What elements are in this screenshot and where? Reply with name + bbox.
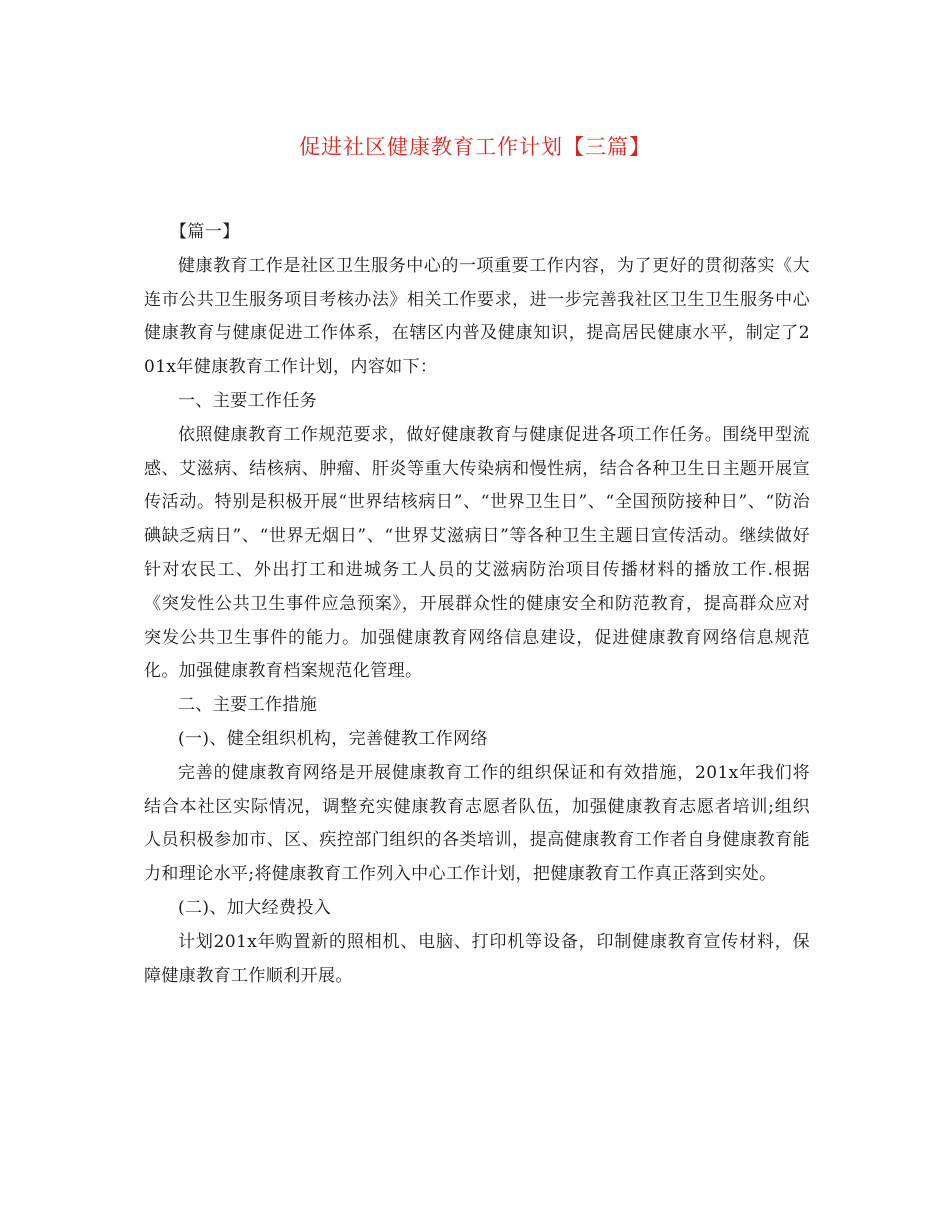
intro-paragraph: 健康教育工作是社区卫生服务中心的一项重要工作内容，为了更好的贯彻落实《大连市公共卫生服务项目考核办法》相关工作要求，进一步完善我社区卫生卫生服务中心健康教育与健康促进工作体系，在辖区内普及健康知识，提高居民健康水平，制定了201x年健康教育工作计划，内容如下：: [144, 255, 810, 378]
heading-main-tasks: 一、主要工作任务: [178, 390, 318, 411]
subheading-organization: (一)、健全组织机构，完善健教工作网络: [178, 728, 488, 749]
organization-paragraph: 完善的健康教育网络是开展健康教育工作的组织保证和有效措施，201x年我们将结合本社区实际情况，调整充实健康教育志愿者队伍，加强健康教育志愿者培训;组织人员积极参加市、区、疾控部门组织的各类培训，提高健康教育工作者自身健康教育能力和理论水平;将健康教育工作列入中心工作计划，把健康教育工作真正落到实处。: [144, 762, 810, 885]
document-title: 促进社区健康教育工作计划【三篇】: [299, 135, 651, 159]
section-heading-part-one: 【篇一】: [170, 222, 240, 242]
document-body: [144, 216, 810, 993]
heading-main-measures: 二、主要工作措施: [178, 695, 318, 716]
funding-paragraph: 计划201x年购置新的照相机、电脑、打印机等设备，印制健康教育宣传材料，保障健康教育工作顺利开展。: [144, 931, 810, 986]
subheading-funding: (二)、加大经费投入: [178, 897, 332, 918]
tasks-paragraph: 依照健康教育工作规范要求，做好健康教育与健康促进各项工作任务。围绕甲型流感、艾滋病、结核病、肿瘤、肝炎等重大传染病和慢性病，结合各种卫生日主题开展宣传活动。特别是积极开展“世界结核病日”、“世界卫生日”、“全国预防接种日”、“防治碘缺乏病日”、“世界无烟日”、“世界艾滋病日”等各种卫生主题日宣传活动。继续做好针对农民工、外出打工和进城务工人员的艾滋病防治项目传播材料的播放工作.根据《突发性公共卫生事件应急预案》，开展群众性的健康安全和防范教育，提高群众应对突发公共卫生事件的能力。加强健康教育网络信息建设，促进健康教育网络信息规范化。加强健康教育档案规范化管理。: [144, 424, 810, 682]
